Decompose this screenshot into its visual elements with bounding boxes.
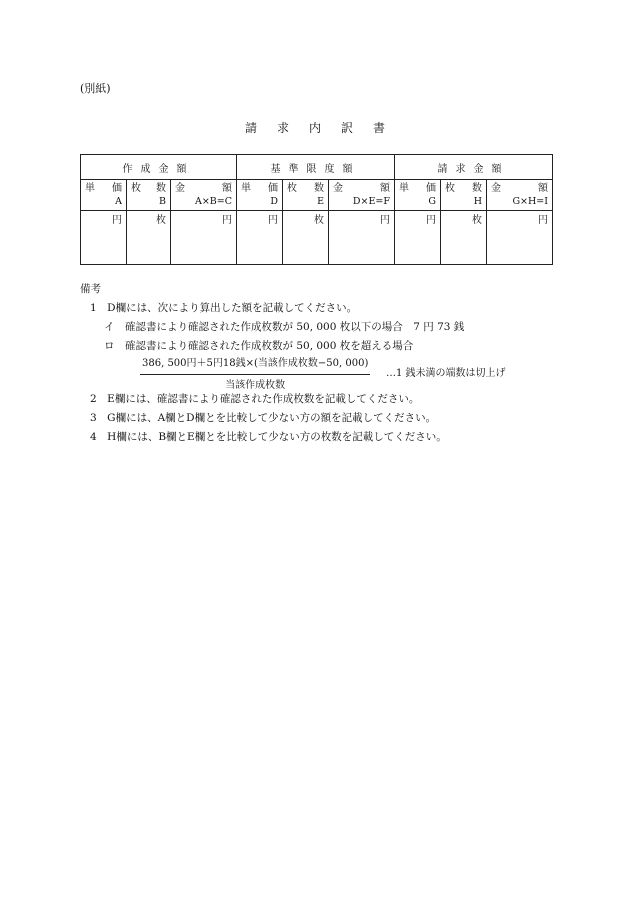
group-header: 請求金額: [395, 155, 553, 180]
column-symbol: G×H=I: [512, 196, 548, 207]
column-symbol: G: [428, 196, 436, 207]
formula-numerator: 386, 500円＋5円18銭×(当該作成枚数−50, 000): [140, 354, 370, 375]
column-header: 金 額 D×E=F: [329, 180, 395, 211]
document-title: 請求内訳書: [244, 121, 405, 135]
entry-cell[interactable]: 円: [329, 211, 395, 265]
column-header: 単 価 G: [395, 180, 441, 211]
column-symbol: D×E=F: [352, 196, 390, 207]
note-1-i: イ 確認書により確認された作成枚数が 50, 000 枚以下の場合 7 円 73 銭: [104, 321, 465, 333]
group-header: 基準限度額: [237, 155, 395, 180]
entry-cell[interactable]: 枚: [283, 211, 329, 265]
column-symbol: B: [159, 196, 166, 207]
note-4: 4 H欄には、B欄とE欄とを比較して少ない方の枚数を記載してください。: [90, 431, 447, 443]
annex-label: (別紙): [80, 82, 111, 95]
entry-cell[interactable]: 円: [487, 211, 553, 265]
group-header: 作成金額: [81, 155, 237, 180]
formula-fraction: [140, 354, 370, 395]
note-3: 3 G欄には、A欄とD欄とを比較して少ない方の額を記載してください。: [90, 412, 437, 424]
entry-cell[interactable]: 円: [237, 211, 283, 265]
column-header: 単 価 A: [81, 180, 127, 211]
entry-cell[interactable]: 枚: [127, 211, 171, 265]
column-header-row: [81, 180, 553, 211]
column-symbol: E: [317, 196, 324, 207]
entry-cell[interactable]: 円: [171, 211, 237, 265]
column-symbol: A: [115, 196, 122, 207]
group-header-row: [81, 155, 553, 180]
breakdown-table: [80, 154, 553, 265]
column-header: 単 価 D: [237, 180, 283, 211]
note-2: 2 E欄には、確認書により確認された作成枚数を記載してください。: [90, 393, 420, 405]
column-header: 枚 数 H: [441, 180, 487, 211]
note-1: 1 D欄には、次により算出した額を記載してください。: [90, 302, 358, 314]
formula-denominator: 当該作成枚数: [225, 380, 286, 391]
entry-cell[interactable]: 枚: [441, 211, 487, 265]
entry-cell[interactable]: 円: [395, 211, 441, 265]
column-symbol: A×B=C: [194, 196, 232, 207]
column-header: 金 額 G×H=I: [487, 180, 553, 211]
note-1-ro: ロ 確認書により確認された作成枚数が 50, 000 枚を超える場合: [104, 340, 414, 352]
notes-heading: 備考: [80, 283, 101, 295]
formula-tail: …1 銭未満の端数は切上げ: [386, 368, 506, 379]
entry-row: [81, 211, 553, 265]
column-header: 枚 数 E: [283, 180, 329, 211]
column-symbol: H: [473, 196, 482, 207]
column-header: 枚 数 B: [127, 180, 171, 211]
column-symbol: D: [270, 196, 278, 207]
entry-cell[interactable]: 円: [81, 211, 127, 265]
column-header: 金 額 A×B=C: [171, 180, 237, 211]
